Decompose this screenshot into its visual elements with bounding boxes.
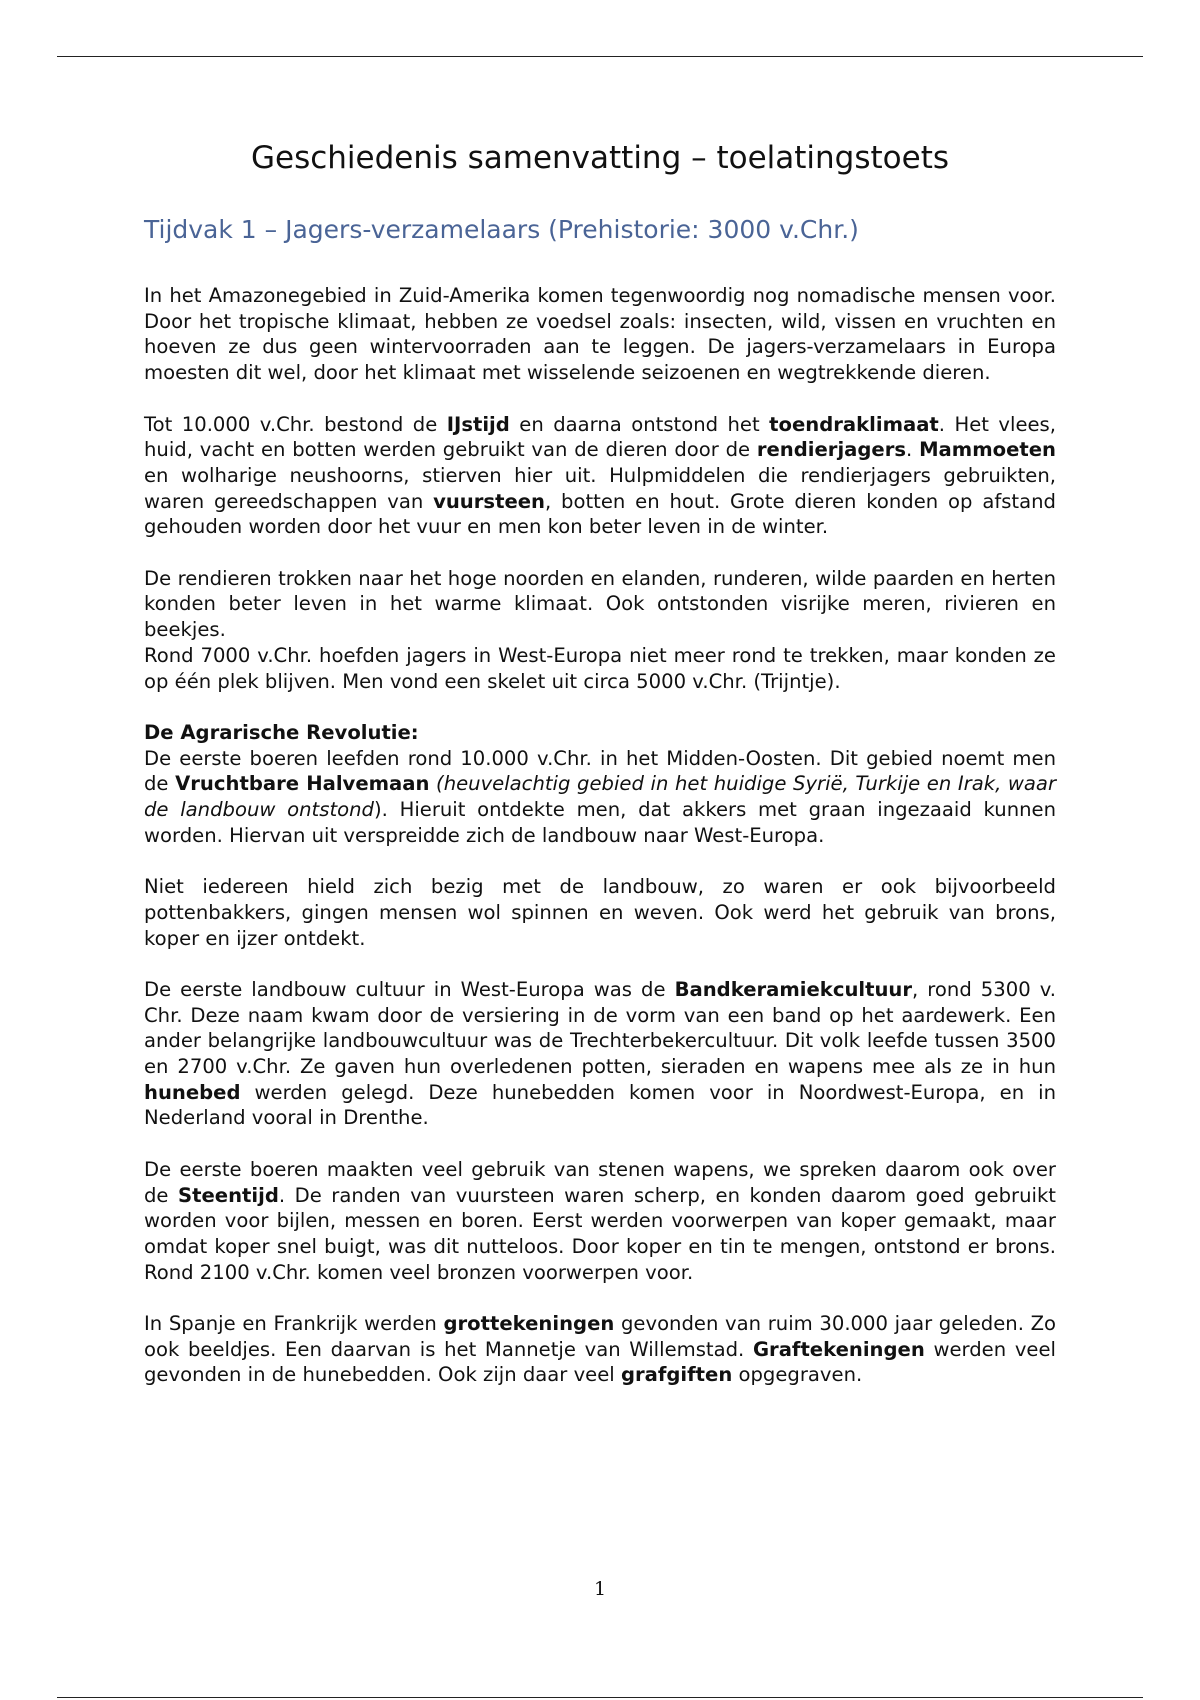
text-run: . Het vlees, huid, vacht en botten werden gebruikt van de dieren door de <box>144 412 1056 462</box>
text-run: ). Hieruit ontdekte men, dat akkers met graan ingezaaid kunnen worden. Hiervan uit verspreidde zich de landbouw naar West-Europa. <box>144 798 1057 847</box>
term-hunebed: hunebed <box>144 1080 241 1104</box>
text-run: opgegraven. <box>732 1363 863 1387</box>
text-run: De eerste boeren maakten veel gebruik van stenen wapens, we spreken daarom ook over de <box>144 1157 1056 1207</box>
term-mammoeten: Mammoeten <box>919 438 1056 462</box>
text-run: De eerste landbouw cultuur in West-Europa was de <box>144 977 675 1001</box>
term-bandkeramiekcultuur: Bandkeramiekcultuur <box>674 977 913 1001</box>
text-run: In Spanje en Frankrijk werden <box>144 1312 444 1336</box>
paragraph-rendieren: De rendieren trokken naar het hoge noorden en elanden, runderen, wilde paarden en herten konden beter leven in het warme klimaat. Ook ontstonden visrijke meren, rivieren en beekjes. <box>144 566 1056 642</box>
paragraph-eerste-boeren <box>144 746 1056 849</box>
text-run: . De randen van vuursteen waren scherp, en konden daarom goed gebruikt worden voor bijlen, messen en boren. Eerst werden voorwerpen van koper gemaakt, maar omdat koper snel buigt, was dit nutteloos. Door koper en tin te mengen, ontstond er brons. Rond 2100 v.Chr. komen veel bronzen voorwerpen voor. <box>144 1183 1056 1284</box>
text-run: Tot 10.000 v.Chr. bestond de <box>144 412 447 436</box>
paragraph-ijstijd <box>144 412 1056 541</box>
term-ijstijd: IJstijd <box>446 412 510 436</box>
term-grottekeningen: grottekeningen <box>443 1312 615 1336</box>
term-rendierjagers: rendierjagers <box>756 438 907 462</box>
italic-note: (heuvelachtig gebied in het huidige Syrië, Turkije en Irak, waar de landbouw ontstond <box>144 772 1056 822</box>
page-number: 1 <box>593 1578 607 1600</box>
paragraph-bandkeramiek <box>144 977 1056 1131</box>
text-run: De eerste boeren leefden rond 10.000 v.Chr. in het Midden-Oosten. Dit gebied noemt men de <box>144 746 1056 796</box>
document-body <box>144 283 1056 1414</box>
text-run: en wolharige neushoorns, stierven hier uit. Hulpmiddelen die rendierjagers gebruikten, waren gereedschappen van <box>144 463 1056 513</box>
footer-rule <box>57 1697 1143 1698</box>
term-vruchtbare-halvemaan: Vruchtbare Halvemaan <box>175 772 430 796</box>
subheading-agrarische-revolutie: De Agrarische Revolutie: <box>144 720 419 744</box>
paragraph-west-europa: Rond 7000 v.Chr. hoefden jagers in West-Europa niet meer rond te trekken, maar konden ze op één plek blijven. Men vond een skelet uit circa 5000 v.Chr. (Trijntje). <box>144 643 1056 693</box>
text-run: . <box>906 438 920 462</box>
text-run: werden gelegd. Deze hunebedden komen voor in Noordwest-Europa, en in Nederland vooral in Drenthe. <box>144 1080 1056 1130</box>
paragraph-steentijd <box>144 1157 1056 1286</box>
term-steentijd: Steentijd <box>178 1183 279 1207</box>
text-run: , botten en hout. Grote dieren konden op afstand gehouden worden door het vuur en men kon beter leven in de winter. <box>144 489 1056 539</box>
term-grafgiften: grafgiften <box>620 1363 733 1387</box>
paragraph-grottekeningen <box>144 1311 1056 1388</box>
text-run: gevonden van ruim 30.000 jaar geleden. Zo ook beeldjes. Een daarvan is het Mannetje van Willemstad. <box>144 1312 1057 1361</box>
section-heading: Tijdvak 1 – Jagers-verzamelaars (Prehistorie: 3000 v.Chr.) <box>144 215 859 244</box>
text-run: en daarna ontstond het <box>509 412 770 436</box>
document-title: Geschiedenis samenvatting – toelatingstoets <box>250 140 950 176</box>
header-rule <box>57 56 1143 57</box>
paragraph-amazon: In het Amazonegebied in Zuid-Amerika komen tegenwoordig nog nomadische mensen voor. Door het tropische klimaat, hebben ze voedsel zoals: insecten, wild, vissen en vruchten en hoeven ze dus geen wintervoorraden aan te leggen. De jagers-verzamelaars in Europa moesten dit wel, door het klimaat met wisselende seizoenen en wegtrekkende dieren. <box>144 284 1056 385</box>
paragraph-ambachten: Niet iedereen hield zich bezig met de landbouw, zo waren er ook bijvoorbeeld pottenbakkers, gingen mensen wol spinnen en weven. Ook werd het gebruik van brons, koper en ijzer ontdekt. <box>144 875 1056 950</box>
term-toendraklimaat: toendraklimaat <box>769 412 939 436</box>
term-vuursteen: vuursteen <box>433 489 545 513</box>
text-run: , rond 5300 v. Chr. Deze naam kwam door de versiering in de vorm van een band op het aardewerk. Een ander belangrijke landbouwcultuur was de Trechterbekercultuur. Dit volk leefde tussen 3500 en 2700 v.Chr. Ze gaven hun overledenen potten, sieraden en wapens mee als ze in hun <box>144 977 1056 1079</box>
term-graftekeningen: Graftekeningen <box>752 1337 925 1361</box>
text-run: werden veel gevonden in de hunebedden. Ook zijn daar veel <box>144 1337 1056 1387</box>
